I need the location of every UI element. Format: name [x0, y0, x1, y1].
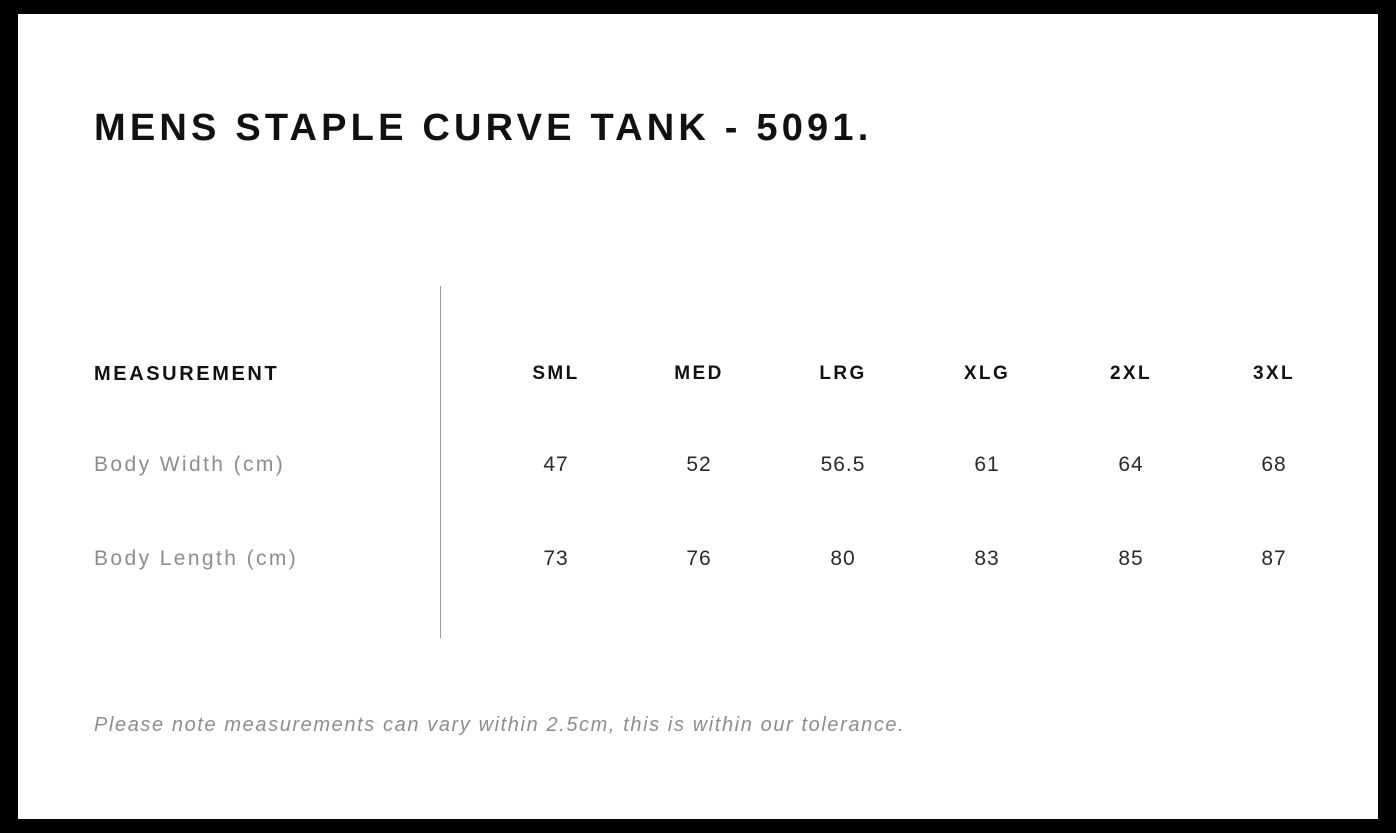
cell-body-width-3xl: 68 [1261, 453, 1287, 476]
cell-body-width-xlg: 61 [974, 453, 1000, 476]
column-header-lrg: LRG [819, 363, 867, 384]
cell-body-width-2xl: 64 [1118, 453, 1144, 476]
column-header-3xl: 3XL [1252, 363, 1296, 384]
row-label-body-width: Body Width (cm) [94, 453, 286, 476]
table-row [18, 445, 1378, 485]
column-header-med: MED [674, 363, 724, 384]
table-row [18, 539, 1378, 579]
cell-body-width-lrg: 56.5 [820, 453, 866, 476]
page-title: MENS STAPLE CURVE TANK - 5091. [94, 107, 873, 149]
cell-body-length-lrg: 80 [830, 547, 856, 570]
cell-body-length-2xl: 85 [1118, 547, 1144, 570]
column-header-2xl: 2XL [1109, 363, 1153, 384]
tolerance-note: Please note measurements can vary within 2.5cm, this is within our tolerance. [94, 714, 906, 736]
cell-body-length-sml: 73 [543, 547, 569, 570]
column-header-measurement: MEASUREMENT [94, 363, 280, 385]
column-header-sml: SML [532, 363, 580, 384]
size-chart-page [18, 14, 1378, 819]
size-chart-table [18, 14, 1378, 819]
cell-body-length-med: 76 [686, 547, 712, 570]
cell-body-length-3xl: 87 [1261, 547, 1287, 570]
cell-body-width-sml: 47 [543, 453, 569, 476]
column-header-xlg: XLG [963, 363, 1011, 384]
cell-body-width-med: 52 [686, 453, 712, 476]
cell-body-length-xlg: 83 [974, 547, 1000, 570]
row-label-body-length: Body Length (cm) [94, 547, 299, 570]
table-header-row [18, 354, 1378, 394]
